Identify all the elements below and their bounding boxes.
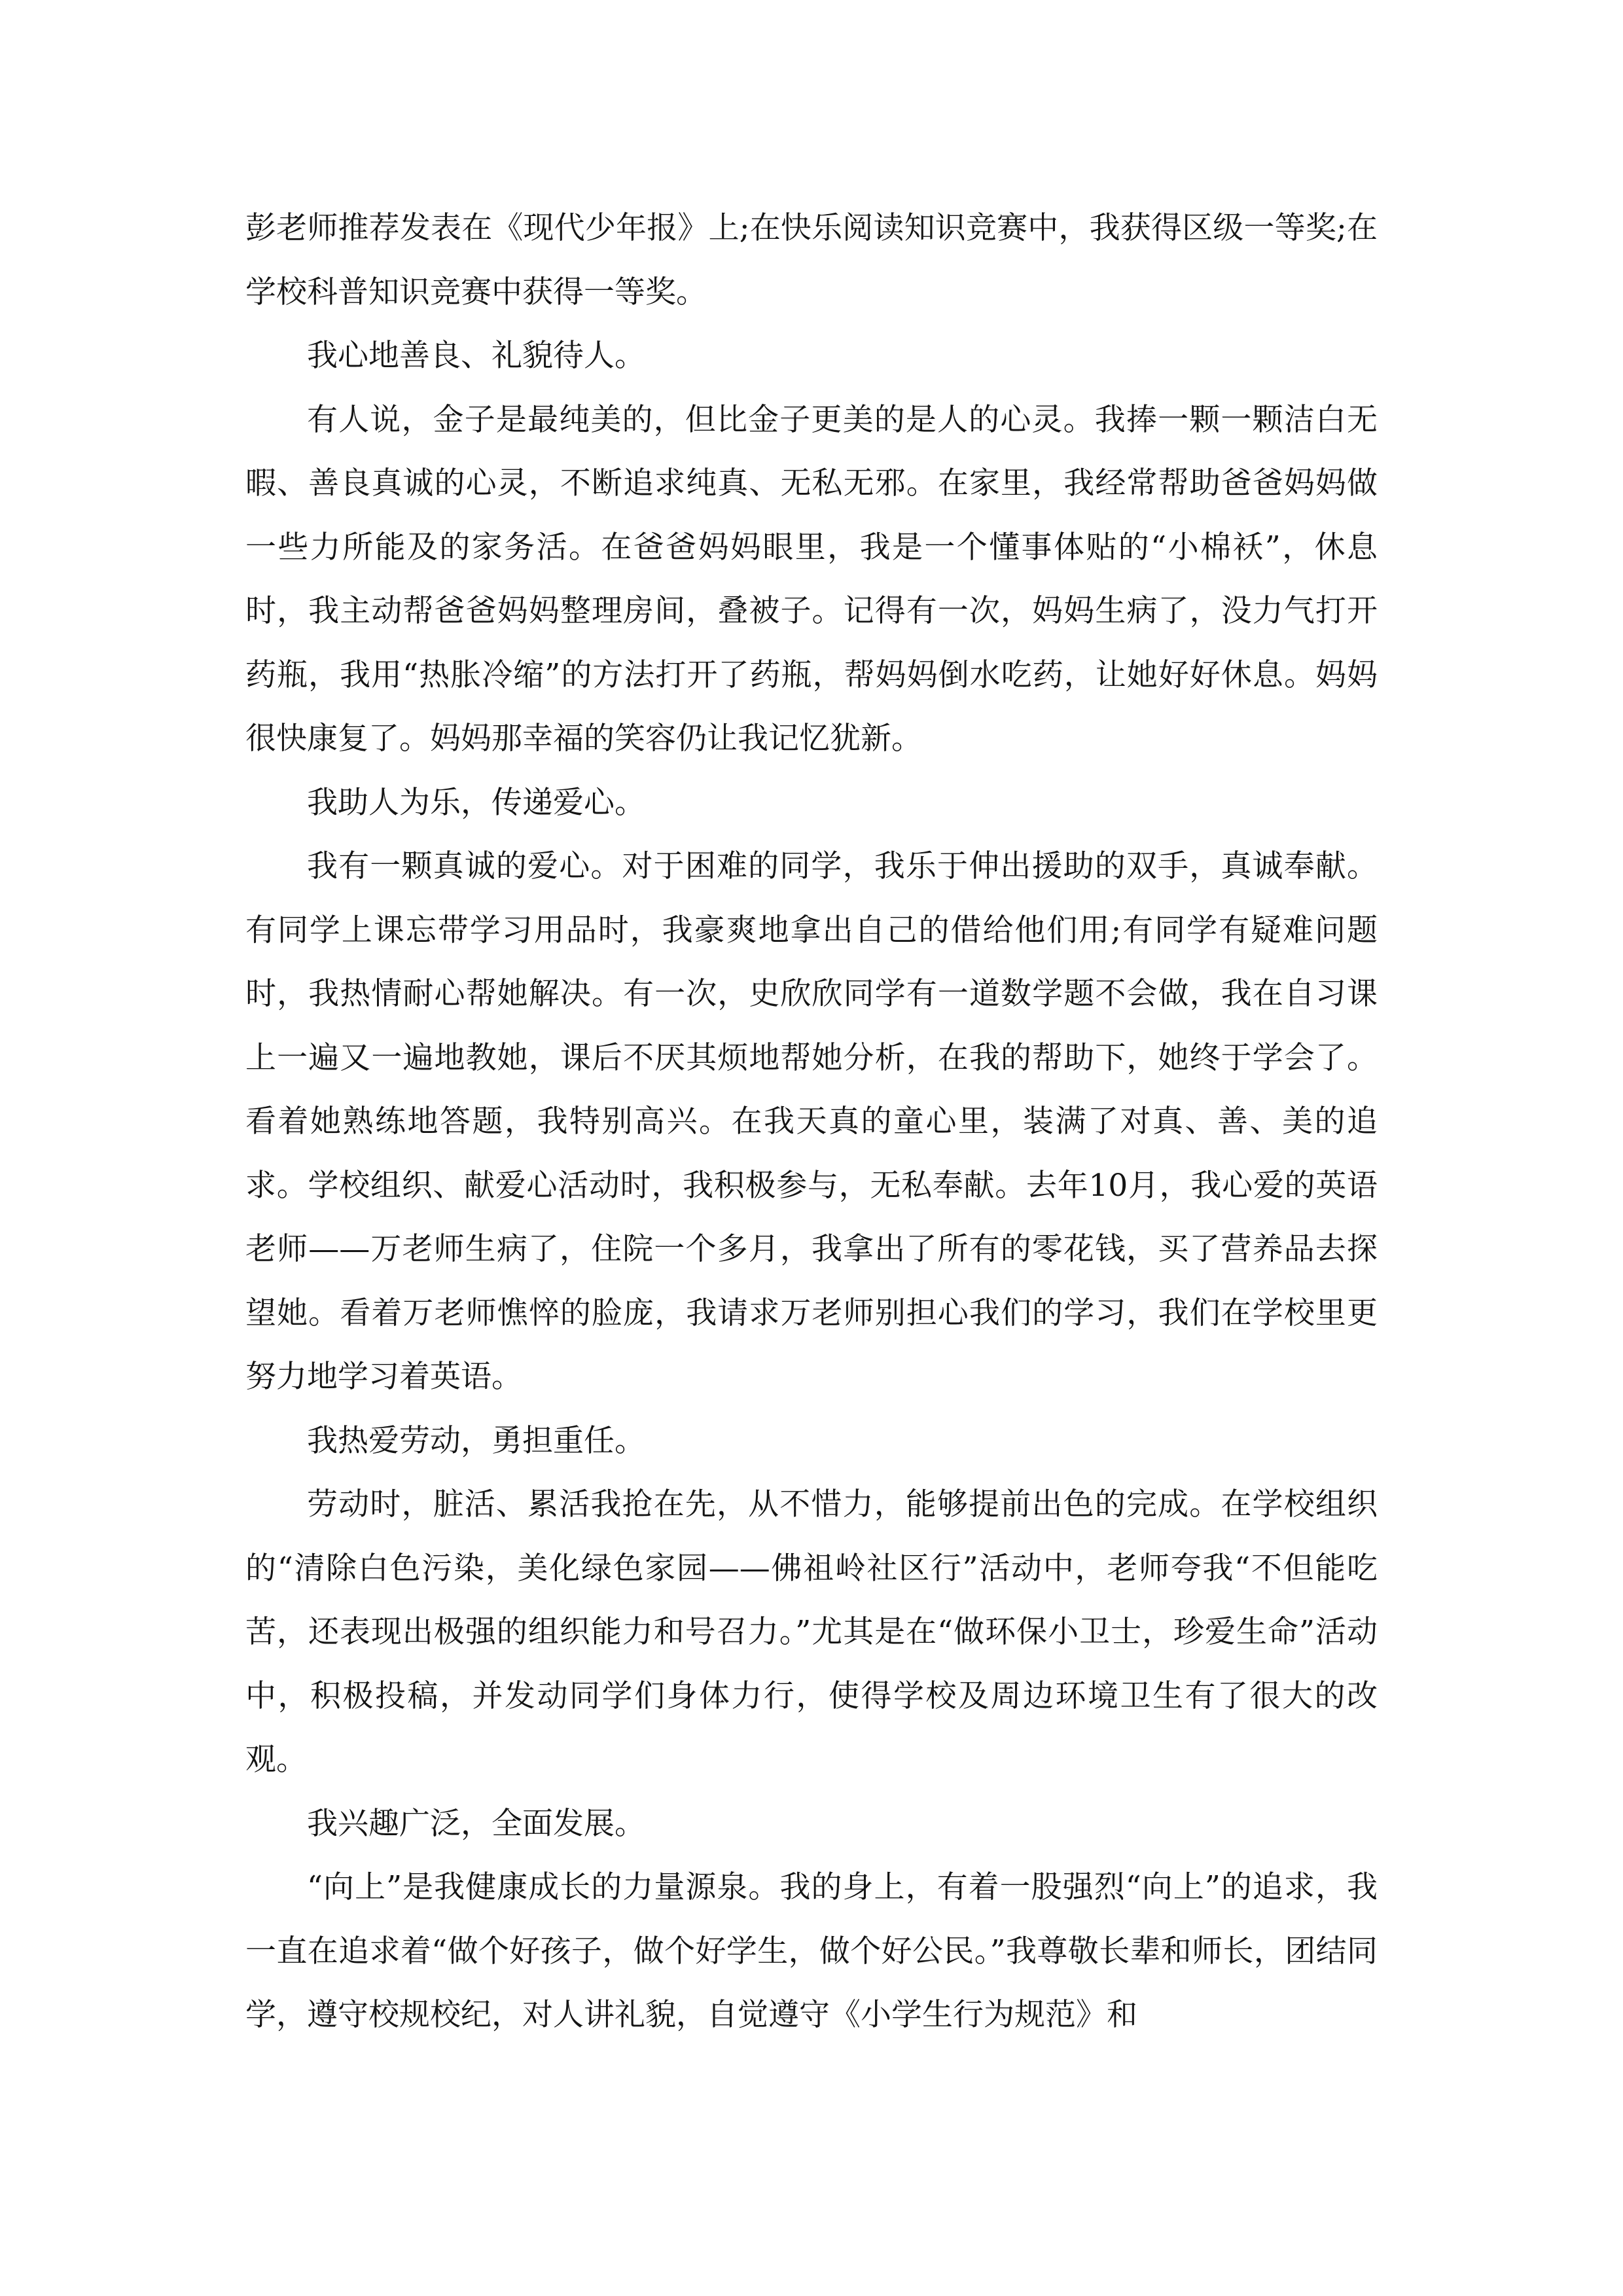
paragraph-heading-interests: 我兴趣广泛，全面发展。	[307, 1805, 645, 1842]
paragraph-body-kindness: 有人说，金子是最纯美的，但比金子更美的是人的心灵。我捧一颗一颗洁白无暇、善良真诚的心灵，不断追求纯真、无私无邪。在家里，我经常帮助爸爸妈妈做一些力所能及的家务活。在爸爸妈妈眼里，我是一个懂事体贴的“小棉袄”，休息时，我主动帮爸爸妈妈整理房间，叠被子。记得有一次，妈妈生病了，没力气打开药瓶，我用“热胀冷缩”的方法打开了药瓶，帮妈妈倒水吃药，让她好好休息。妈妈很快康复了。妈妈那幸福的笑容仍让我记忆犹新。	[245, 401, 1378, 757]
document-body	[245, 196, 1378, 2047]
paragraph-continuation: 彭老师推荐发表在《现代少年报》上;在快乐阅读知识竞赛中，我获得区级一等奖;在学校科普知识竞赛中获得一等奖。	[245, 210, 1378, 310]
paragraph-body-helping: 我有一颗真诚的爱心。对于困难的同学，我乐于伸出援助的双手，真诚奉献。有同学上课忘带学习用品时，我豪爽地拿出自己的借给他们用;有同学有疑难问题时，我热情耐心帮她解决。有一次，史欣欣同学有一道数学题不会做，我在自习课上一遍又一遍地教她，课后不厌其烦地帮她分析，在我的帮助下，她终于学会了。看着她熟练地答题，我特别高兴。在我天真的童心里，装满了对真、善、美的追求。学校组织、献爱心活动时，我积极参与，无私奉献。去年10月，我心爱的英语老师——万老师生病了，住院一个多月，我拿出了所有的零花钱，买了营养品去探望她。看着万老师憔悴的脸庞，我请求万老师别担心我们的学习，我们在学校里更努力地学习着英语。	[245, 848, 1378, 1395]
paragraph-body-labor: 劳动时，脏活、累活我抢在先，从不惜力，能够提前出色的完成。在学校组织的“清除白色污染，美化绿色家园——佛祖岭社区行”活动中，老师夸我“不但能吃苦，还表现出极强的组织能力和号召力。”尤其是在“做环保小卫士，珍爱生命”活动中，积极投稿，并发动同学们身体力行，使得学校及周边环境卫生有了很大的改观。	[245, 1486, 1378, 1778]
paragraph-heading-labor: 我热爱劳动，勇担重任。	[307, 1422, 645, 1459]
paragraph-body-interests: “向上”是我健康成长的力量源泉。我的身上，有着一股强烈“向上”的追求，我一直在追求着“做个好孩子，做个好学生，做个好公民。”我尊敬长辈和师长，团结同学，遵守校规校纪，对人讲礼貌，自觉遵守《小学生行为规范》和	[245, 1869, 1378, 2033]
paragraph-heading-kindness: 我心地善良、礼貌待人。	[307, 338, 645, 374]
paragraph-heading-helping: 我助人为乐，传递爱心。	[307, 784, 645, 821]
